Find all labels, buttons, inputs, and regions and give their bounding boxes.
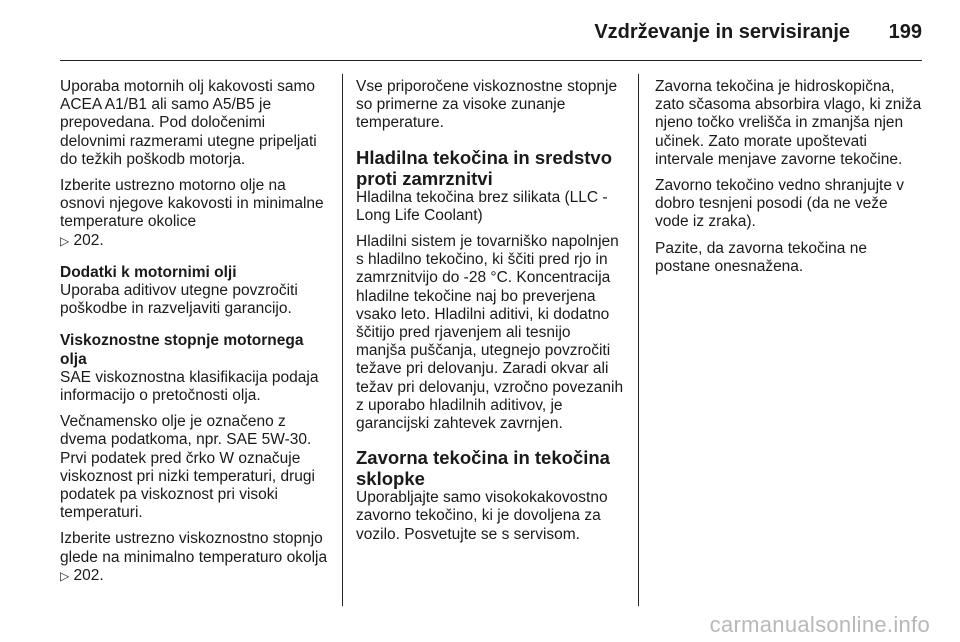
paragraph-sae: SAE viskoznostna klasifikacija podaja informacijo o pretočnosti olja.	[60, 368, 319, 405]
column-divider-2	[638, 74, 639, 606]
heading-brake-fluid: Zavorna tekočina in tekočina sklopke	[356, 447, 610, 490]
header-divider	[60, 60, 922, 61]
heading-coolant: Hladilna tekočina in sredstvo proti zamrznitvi	[356, 146, 612, 189]
reference-arrow-icon: ▷	[60, 568, 70, 583]
heading-additives: Dodatki k motornimi olji	[60, 263, 237, 281]
page-reference[interactable]: 202.	[73, 231, 104, 249]
watermark: carmanualsonline.info	[709, 612, 930, 637]
reference-arrow-icon: ▷	[60, 233, 70, 248]
paragraph-llc: Hladilna tekočina brez silikata (LLC - Long Life Coolant)	[356, 188, 608, 224]
paragraph-select-oil: Izberite ustrezno motorno olje na osnovi njegove kakovosti in minimalne temperature okolice ▷ 202.	[60, 177, 324, 249]
paragraph-multigrade: Večnamensko olje je označeno z dvema podatkoma, npr. SAE 5W-30. Prvi podatek pred črko W označuje viskoznost pri nizki temperaturi, drugi podatek pa viskoznost pri visoki temperaturi.	[60, 413, 315, 522]
paragraph-storage: Zavorno tekočino vedno shranjujte v dobro tesnjeni posodi (da ne veže vode iz zraka).	[655, 177, 905, 231]
paragraph-additives: Uporaba aditivov utegne povzročiti poškodbe in razveljaviti garancijo.	[60, 282, 298, 318]
paragraph-acea-warning: Uporaba motornih olj kakovosti samo ACEA A1/B1 ali samo A5/B5 je prepovedana. Pod določenimi delovnimi razmerami utegne pripeljati do težkih poškodb motorja.	[60, 78, 317, 168]
paragraph-select-viscosity: Izberite ustrezno viskoznostno stopnjo glede na minimalno temperaturo okolja ▷ 202.	[60, 530, 328, 584]
page-number: 199	[888, 21, 922, 43]
paragraph-contamination: Pazite, da zavorna tekočina ne postane onesnažena.	[655, 239, 867, 275]
column-1	[60, 78, 332, 593]
paragraph-hygroscopic: Zavorna tekočina je hidroskopična, zato sčasoma absorbira vlago, ki zniža njeno točko vrelišča in zmanjša njen učinek. Zato morate upoštevati intervale menjave zavorne tekočine.	[655, 78, 922, 168]
section-title: Vzdrževanje in servisiranje	[594, 21, 850, 43]
column-2	[356, 78, 624, 552]
paragraph-viscosity-high-temp: Vse priporočene viskoznostne stopnje so primerne za visoke zunanje temperature.	[356, 78, 618, 132]
paragraph-cooling-system: Hladilni sistem je tovarniško napolnjen s hladilno tekočino, ki ščiti pred rjo in zamrznitvijo do -28 °C. Koncentracija hladilne tekočine naj bo preverjena vsako leto. Hladilni aditivi, ki dodatno ščitijo pred rjavenjem ali tesnijo manjša puščanja, utegnejo povzročiti težave pri delovanju. Zaradi okvar ali težav pri delovanju, vzročno povezanih z uporabo hladilnih aditivov, je garancijski zahtevek zavrnjen.	[356, 233, 624, 433]
page-reference[interactable]: 202.	[73, 566, 104, 584]
paragraph-brake-fluid: Uporabljajte samo visokokakovostno zavorno tekočino, ki je dovoljena za vozilo. Posvetujte se s servisom.	[356, 489, 608, 543]
column-3	[655, 78, 925, 284]
column-divider-1	[342, 74, 343, 606]
heading-viscosity: Viskoznostne stopnje motornega olja	[60, 332, 304, 368]
